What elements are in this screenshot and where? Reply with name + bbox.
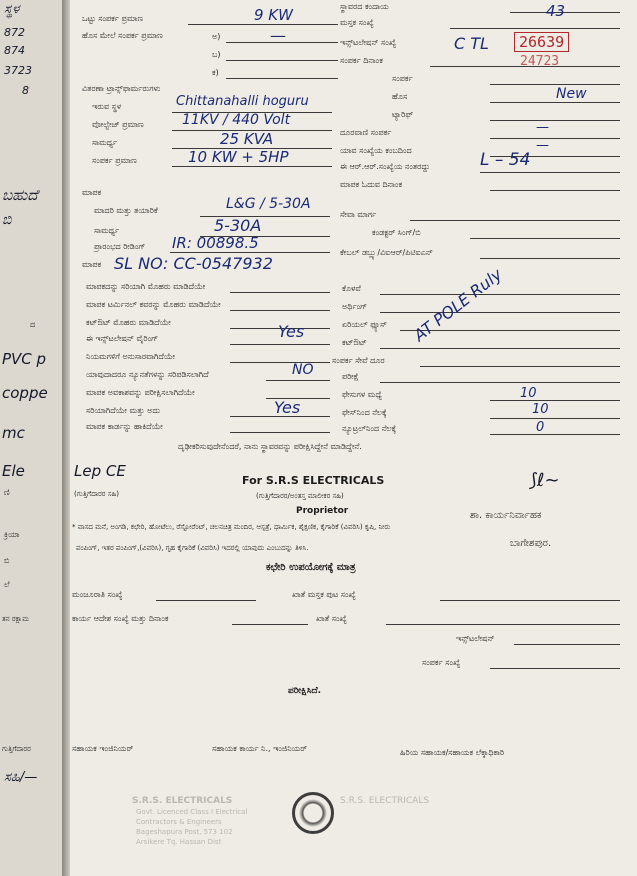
installation-number-prefix: C TL [454,34,489,53]
meter-model-value: L&G / 5-30A [226,196,311,212]
meter-serial-value: SL NO: CC-0547932 [114,254,273,273]
contractor-sig-label: (ಗುತ್ತಿಗೆದಾರರ ಸಹಿ) [74,490,119,498]
transformer-location-value: Chittanahalli hoguru [176,94,309,109]
check-meter-tested-label: ಮಾಪಕ ಅವಕಾಶವನ್ನು ಪರೀಕ್ಷಿಸಲಾಗಿದೆಯೇ [86,388,195,397]
transformer-capacity-label: ಸಾಮರ್ಥ್ಯ [92,138,118,147]
office-use-heading: ಕಛೇರಿ ಉಪಯೋಗಕ್ಕೆ ಮಾತ್ರ [266,562,356,573]
asst-engineer-label: ಸಹಾಯಕ ಇಂಜಿನಿಯರ್ [72,744,134,753]
meter-initial-reading-value: IR: 00898.5 [172,234,259,252]
transformer-capacity-value: 25 KVA [220,130,274,148]
conduit-label: ಕೊಳವೆ [342,284,361,293]
revenue-value: 43 [546,2,566,20]
strip-text: coppe [2,384,48,402]
revenue-label: ಸ್ಥಾವರದ ಕಂದಾಯ [340,2,389,11]
check-cutout-sealed-label: ಕಟ್‌ಔಟ್ ಮೊಹರು ಮಾಡಿದೆಯೇ [86,318,171,327]
footnote-cont: ಪಂಪಿಂಗ್, ಇತರ ಪಂಪಿಂಗ್,(ವಿವರಿಸಿ), ಗೃಹ ಕೈಗಾರಿಕೆ (ವಿವರಿಸಿ) ಇದರಲ್ಲಿ ಯಾವುದು ಎಂಬುದನ್ನು ತಿಳಿಸಿ. [76,544,309,552]
phase-to-earth-value: 10 [532,402,549,417]
test-label: ಪರೀಕ್ಷೆ [342,372,359,381]
strip-number: 872 [4,26,25,39]
accounts-officer-label: ಹಿರಿಯ ಸಹಾಯಕ/ಸಹಾಯಕ ಲೆಕ್ಕಾಧಿಕಾರಿ [400,748,505,757]
phase-to-phase-label: ಫೇಸುಗಳ ಮಧ್ಯೆ [342,390,382,399]
book-number-label: ಮಸ್ತಕ ಸಂಖ್ಯೆ [340,18,374,27]
check-defects-label: ಯಾವುದಾದರೂ ನ್ಯೂನತೆಗಳನ್ನು ಸರಿಪಡಿಸಲಾಗಿದೆ [86,370,209,379]
phase-to-phase-value: 10 [520,386,537,401]
check-terminal-sealed-label: ಮಾಪಕ ಟರ್ಮಿನಲ್ ಕವರನ್ನು ಮೊಹರು ಮಾಡಿದೆಯೇ [86,300,221,309]
asst-exec-engineer-label: ಸಹಾಯಕ ಕಾರ್ಯ ನಿ., ಇಂಜಿನಿಯರ್ [212,744,308,753]
faded-stamp-title-2: S.R.S. ELECTRICALS [340,796,430,806]
meter-capacity-value: 5-30A [214,216,262,235]
strip-text: ಣಿ [4,488,10,497]
installation-label: ಇನ್ಸ್‌ಟಲೇಷನ್ [456,634,495,643]
reading-date-label: ಮಾಪಕ ಓದುವ ದಿನಾಂಕ [340,180,403,189]
transformer-load-label: ಸಂಪರ್ಕ ಪ್ರಮಾಣ [92,156,137,165]
meter-capacity-label: ಸಾಮರ್ಥ್ಯ [94,226,120,235]
officer-signature: ⟆ℓ~ [530,470,560,491]
strip-text: PVC p [2,350,47,368]
neutral-to-earth-value: 0 [536,420,545,435]
strip-number: 874 [4,44,25,57]
strip-text: ಬಿ [2,212,12,228]
conductor-label: ಕಂಡಕ್ಟರ್ ಸಿಂಗ್/ಬಿ [372,228,421,237]
new-load-sub-c: ಕ) [212,68,219,77]
telephone-label: ದೂರವಾಣಿ ಸಂಪರ್ಕ [340,128,392,137]
strip-text: ಬಹುದೆ [2,186,38,204]
strip-scribble: ಸ್ಥಳ [4,2,20,17]
firm-name: For S.R.S ELECTRICALS [242,474,385,487]
strip-text: Ele [2,462,25,480]
declaration: ದೃಢೀಕರಿಸುವುದೇನೆಂದರೆ, ನಾನು ಸ್ಥಾವರವನ್ನು ಪರೀಕ್ಷಿಸಿದ್ದೇನೆ ಮಾಡಿದ್ದೇನೆ. [178,442,362,451]
transformer-voltage-value: 11KV / 440 Volt [182,112,291,128]
installation-number-label: ಇನ್ಸ್‌ಟಲೇಷನ್ ಸಂಖ್ಯೆ [340,38,397,47]
meter-heading: ಮಾಪಕ [82,188,102,197]
meter-initial-reading-label: ಪ್ರಾರಂಭದ ರೀಡಿಂಗ್ [94,242,146,251]
officer-place: ಬಾಗೇಶಪುರ. [510,538,552,549]
phase-to-earth-label: ಫೇಸ್‌ನಿಂದ ನೆಲಕ್ಕೆ [342,408,387,417]
check-rules-label: ನಿಯಮಗಳಿಗೆ ಅನುಸಾರವಾಗಿದೆಯೇ [86,352,176,361]
check-defects-value: NO [292,362,314,378]
checked-label: ಪರೀಕ್ಷಿಸಿದೆ. [288,686,322,696]
contractor-signature: Lep CE [74,462,126,480]
total-load-value: 9 KW [254,6,293,24]
strip-number: 3723 [4,64,32,77]
new-label: ಹೊಸ [392,92,408,101]
page-fold [62,0,70,876]
new-load-sub-a: ಅ) [212,32,221,41]
application-form [70,0,637,876]
strip-text: ಕ್ರಿಯಾ [4,530,20,539]
pole-value: — [536,138,549,153]
service-line-label: ಸೇವಾ ಮಾರ್ಗ [340,210,377,219]
cutout-label: ಕಟ್‌ಔಟ್ [342,338,367,347]
pole-note: AT POLE Ruly [410,264,506,345]
strip-text: ತನ ರಕ್ಷಾಮ [2,615,29,623]
rr-after-value: L – 54 [480,150,531,170]
strip-text: ಬಿ [4,556,10,565]
connection-number-label: ಸಂಪರ್ಕ ಸಂಖ್ಯೆ [422,658,461,667]
check-card-label: ಮಾಪಕ ಕಾರ್ಡನ್ನು ಹಾಕಿದೆಯೇ [86,422,163,431]
footnote: * ವಾಸದ ಮನೆ, ಅಂಗಡಿ, ಕಛೇರಿ, ಹೋಟೆಲು, ರೆಸ್ಟೋರೆಂಟ್, ಚಲನಚಿತ್ರ ಮಂದಿರ, ಆಸ್ಪತ್ರೆ, ಧಾರ್ಮಿಕ, ಶೈಕ್ಷಣಿಕ, ಕೈಗಾರಿಕೆ (ವಿವರಿಸಿ) ಕೃಷಿ, ನೀರು [72,523,391,531]
transformer-voltage-label: ವೋಲ್ಟೇಜ್ ಪ್ರಮಾಣ [92,120,144,129]
new-value: New [556,86,587,102]
strip-text: ದ [30,320,36,329]
meter-model-label: ಮಾದರಿ ಮತ್ತು ತಯಾರಿಕೆ [94,206,158,215]
account-number-label: ಖಾತೆ ಸಂಖ್ಯೆ [316,614,347,623]
faded-stamp-line: Bageshapura Post, 573 102 [136,828,233,836]
service-distance-label: ಸಂಪರ್ಕ ಸೇವೆ ದೂರ [332,356,385,365]
firm-role: Proprietor [296,506,349,516]
check-correct-value: Yes [274,398,301,417]
underlying-page-strip [0,0,64,876]
transformer-load-value: 10 KW + 5HP [188,148,289,166]
connection-date-label: ಸಂಪರ್ಕ ದಿನಾಂಕ [340,56,383,65]
neutral-to-earth-label: ನ್ಯೂಟ್ರಲ್‌ನಿಂದ ನೆಲಕ್ಕೆ [342,424,397,433]
connection-label: ಸಂಪರ್ಕ [392,74,413,83]
installation-number-red: 26639 [514,32,569,52]
strip-text: ಲೆ [4,580,10,589]
faded-stamp-line: Arsikere Tq. Hassan Dist [136,838,222,846]
earthing-label: ಅರ್ಥಿಂಗ್ [342,302,368,311]
cable-label: ಕೇಬಲ್ ಡಬ್ಲ್ಯು/ವಿಐಆರ್/ಪಿಟಿಐಎನ್ [340,248,433,257]
faded-stamp-title: S.R.S. ELECTRICALS [132,796,233,806]
check-wiring-value: Yes [278,322,305,341]
new-load-dash: — [270,26,286,45]
faded-stamp-line: Govt. Licenced Class I Electrical [136,808,248,816]
officer-signature-label: ಶಾ. ಕಾರ್ಯನಿರ್ವಾಹಕ [470,510,542,521]
sanction-number-label: ಮಂಜೂರಾತಿ ಸಂಖ್ಯೆ [72,590,123,599]
transformer-heading: ವಿತರಣಾ ಟ್ರಾನ್ಸ್‌ಫಾರ್ಮರುಗಳು [82,84,161,93]
pole-label: ಯಾವ ಸಂಖ್ಯೆಯ ಕಂಬದಿಂದ [340,146,412,155]
faded-stamp-line: Contractors & Engineers [136,818,222,826]
installation-number-faded: 24723 [520,54,560,69]
strip-signature: ಸಹಿ/— [4,770,38,785]
strip-text: mc [2,424,25,442]
aerial-fuse-label: ಏರಿಯಲ್ ಫ್ಯೂಸ್ [342,320,387,329]
telephone-value: — [536,120,549,135]
firm-sub: (ಗುತ್ತಿಗೆದಾರರ/ಅಂತಸ್ತ ಮಾಲೀಕರ ಸಹಿ) [256,492,344,500]
check-correct-label: ಸರಿಯಾಗಿದೆಯೇ ಮತ್ತು ಅದು [86,406,161,415]
check-wiring-label: ಈ ಇನ್ಸ್‌ಟಲೇಷನ್ ವೈರಿಂಗ್ [86,334,159,343]
rr-after-label: ಈ ಆರ್.ಆರ್.ಸಂಖ್ಯೆಯ ನಂತರದ್ದು [340,162,430,171]
strip-text: ಗುತ್ತಿಗೆದಾರರ [2,745,31,753]
total-load-label: ಒಟ್ಟು ಸಂಪರ್ಕ ಪ್ರಮಾಣ [82,14,144,23]
emblem-seal [292,792,334,834]
transformer-location-label: ಇರುವ ಸ್ಥಳ [92,102,122,111]
meter-serial-label: ಮಾಪಕ [82,260,102,269]
check-meter-sealed-label: ಮಾಪಕದನ್ನು ಸರಿಯಾಗಿ ಮೊಹರು ಮಾಡಿದೆಯೇ [86,282,206,291]
work-order-label: ಕಾರ್ಯ ಆದೇಶ ಸಂಖ್ಯೆ ಮತ್ತು ದಿನಾಂಕ [72,614,169,623]
ledger-page-label: ಖಾತೆ ಮಸ್ತಕ ಪುಟ ಸಂಖ್ಯೆ [292,590,356,599]
tariff-label: ಟ್ಯಾರಿಫ್ [392,110,414,119]
strip-number: 8 [22,84,29,97]
new-load-label: ಹೊಸ ಮೇಲೆ ಸಂಪರ್ಕ ಪ್ರಮಾಣ [82,31,163,40]
new-load-sub-b: ಬ) [212,50,221,59]
